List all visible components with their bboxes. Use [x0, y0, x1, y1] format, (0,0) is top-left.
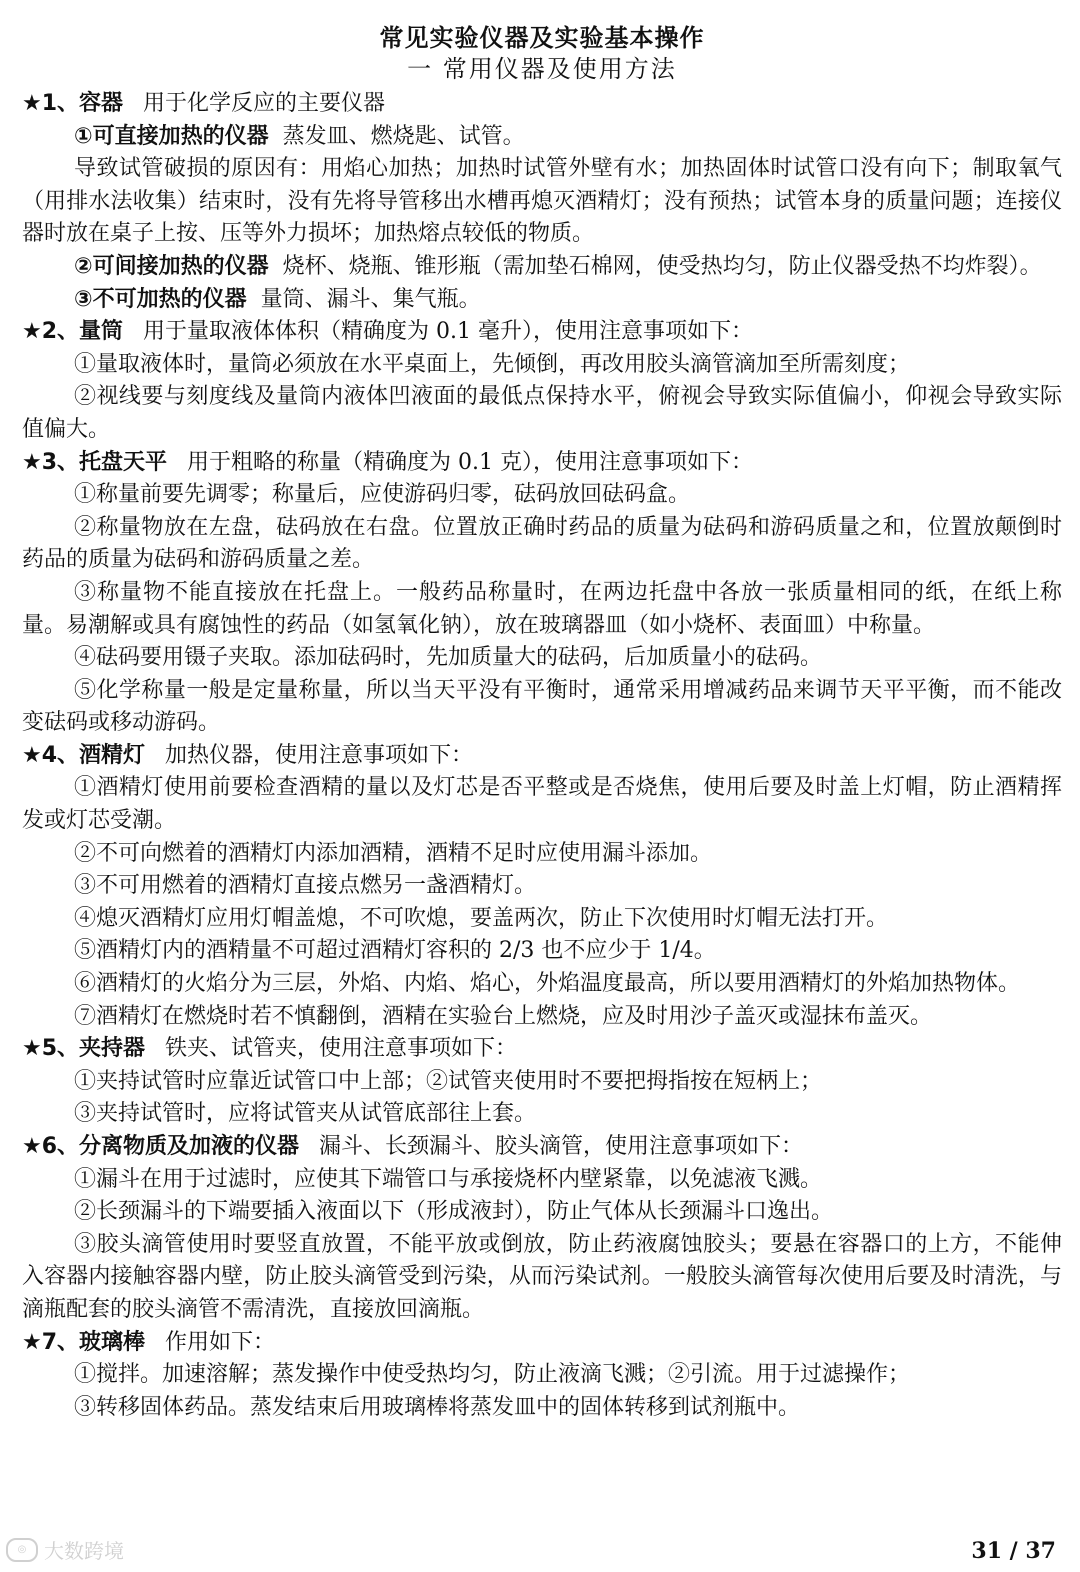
page-subtitle: 一 常用仪器及使用方法 — [407, 55, 677, 83]
paragraph — [22, 772, 1062, 837]
paragraph-text: ②视线要与刻度线及量筒内液体凹液面的最低点保持水平，俯视会导致实际值偏小，仰视会导致实际值偏大。 — [22, 384, 1062, 442]
section — [22, 1327, 1062, 1425]
section-description: 漏斗、长颈漏斗、胶头滴管，使用注意事项如下： — [319, 1134, 804, 1159]
paragraph-text: 量筒、漏斗、集气瓶。 — [260, 286, 481, 312]
paragraph-text: ④砝码要用镊子夹取。添加砝码时，先加质量大的砝码，后加质量小的砝码。 — [74, 645, 823, 671]
section-label: ★3、托盘天平 — [22, 449, 168, 475]
section-heading — [22, 88, 1062, 121]
paragraph — [22, 577, 1062, 642]
paragraph — [22, 642, 1062, 675]
paragraph-text: ①夹持试管时应靠近试管口中上部；②试管夹使用时不要把拇指按在短柄上； — [74, 1068, 823, 1094]
paragraph-text: ③称量物不能直接放在托盘上。一般药品称量时，在两边托盘中各放一张质量相同的纸，在纸上称量。易潮解或具有腐蚀性的药品（如氢氧化钠），放在玻璃器皿（如小烧杯、表面皿）中称量。 — [22, 579, 1062, 638]
paragraph-text: ③夹持试管时，应将试管夹从试管底部往上套。 — [74, 1101, 537, 1127]
watermark-text: 大数跨境 — [44, 1539, 124, 1563]
paragraph-text: 蒸发皿、燃烧匙、试管。 — [282, 123, 525, 149]
watermark — [6, 1535, 124, 1564]
paragraph-text: ⑥酒精灯的火焰分为三层，外焰、内焰、焰心，外焰温度最高，所以要用酒精灯的外焰加热物体。 — [74, 971, 1021, 997]
paragraph — [22, 1196, 1062, 1229]
paragraph-text: ⑦酒精灯在燃烧时若不慎翻倒，酒精在实验台上燃烧，应及时用沙子盖灭或湿抹布盖灭。 — [74, 1003, 933, 1029]
paragraph — [22, 479, 1062, 512]
section-description: 用于化学反应的主要仪器 — [143, 91, 386, 116]
paragraph-bold-lead: ①可直接加热的仪器 — [74, 123, 269, 149]
paragraph-text: ②长颈漏斗的下端要插入液面以下（形成液封），防止气体从长颈漏斗口逸出。 — [74, 1199, 834, 1225]
section-heading — [22, 316, 1062, 349]
paragraph-text: ⑤化学称量一般是定量称量，所以当天平没有平衡时，通常采用增减药品来调节天平平衡，而不能改变砝码或移动游码。 — [22, 677, 1062, 736]
section — [22, 1131, 1062, 1327]
paragraph — [22, 512, 1062, 577]
paragraph-text: ③转移固体药品。蒸发结束后用玻璃棒将蒸发皿中的固体转移到试剂瓶中。 — [74, 1394, 801, 1420]
section-description: 铁夹、试管夹，使用注意事项如下： — [165, 1036, 518, 1062]
paragraph — [22, 675, 1062, 740]
paragraph — [22, 251, 1062, 284]
section-label: ★6、分离物质及加液的仪器 — [22, 1134, 300, 1159]
section-label: ★2、量筒 — [22, 319, 124, 345]
paragraph — [22, 121, 1062, 154]
section — [22, 1033, 1062, 1131]
paragraph-text: ④熄灭酒精灯应用灯帽盖熄，不可吹熄，要盖两次，防止下次使用时灯帽无法打开。 — [74, 905, 889, 931]
document-page — [22, 22, 1062, 1424]
section-heading — [22, 1033, 1062, 1066]
paragraph — [22, 935, 1062, 968]
section — [22, 447, 1062, 740]
page-number: 31 / 37 — [971, 1538, 1056, 1564]
section-description: 用于量取液体体积（精确度为 0.1 毫升），使用注意事项如下： — [143, 319, 754, 345]
page-title: 常见实验仪器及实验基本操作 — [379, 24, 705, 52]
paragraph — [22, 349, 1062, 382]
section-label: ★5、夹持器 — [22, 1036, 146, 1062]
section-label: ★1、容器 — [22, 91, 124, 116]
paragraph-text: ③胶头滴管使用时要竖直放置，不能平放或倒放，防止药液腐蚀胶头；要悬在容器口的上方，不能伸入容器内接触容器内壁，防止胶头滴管受到污染，从而污染试剂。一般胶头滴管每次使用后要及时清洗，与滴瓶配套的胶头滴管不需清洗，直接放回滴瓶。 — [22, 1231, 1062, 1322]
paragraph-text: ①量取液体时，量筒必须放在水平桌面上，先倾倒，再改用胶头滴管滴加至所需刻度； — [74, 351, 911, 377]
paragraph — [22, 1392, 1062, 1425]
paragraph-text: ①酒精灯使用前要检查酒精的量以及灯芯是否平整或是否烧焦，使用后要及时盖上灯帽，防止酒精挥发或灯芯受潮。 — [22, 775, 1062, 834]
paragraph — [22, 903, 1062, 936]
paragraph — [22, 870, 1062, 903]
paragraph — [22, 153, 1062, 251]
section — [22, 88, 1062, 316]
paragraph — [22, 1229, 1062, 1327]
paragraph — [22, 968, 1062, 1001]
paragraph-text: 烧杯、烧瓶、锥形瓶（需加垫石棉网，使受热均匀，防止仪器受热不均炸裂）。 — [282, 253, 1042, 279]
watermark-logo-icon: ◎ — [6, 1538, 38, 1562]
section — [22, 316, 1062, 446]
paragraph-text: ②不可向燃着的酒精灯内添加酒精，酒精不足时应使用漏斗添加。 — [74, 840, 713, 866]
paragraph-bold-lead: ②可间接加热的仪器 — [74, 253, 269, 279]
paragraph — [22, 1066, 1062, 1099]
paragraph — [22, 1359, 1062, 1392]
section-heading — [22, 1131, 1062, 1164]
paragraph — [22, 838, 1062, 871]
paragraph-bold-lead: ③不可加热的仪器 — [74, 286, 247, 312]
section-heading — [22, 740, 1062, 773]
paragraph-text: ③不可用燃着的酒精灯直接点燃另一盏酒精灯。 — [74, 873, 537, 899]
paragraph — [22, 1164, 1062, 1197]
paragraph-text: ①搅拌。加速溶解；蒸发操作中使受热均匀，防止液滴飞溅；②引流。用于过滤操作； — [74, 1362, 911, 1388]
section-heading — [22, 1327, 1062, 1360]
paragraph — [22, 1098, 1062, 1131]
section-description: 加热仪器，使用注意事项如下： — [165, 742, 474, 768]
paragraph-text: ①称量前要先调零；称量后，应使游码归零，砝码放回砝码盒。 — [74, 482, 691, 508]
paragraph-text: ②称量物放在左盘，砝码放在右盘。位置放正确时药品的质量为砝码和游码质量之和，位置放颠倒时药品的质量为砝码和游码质量之差。 — [22, 514, 1062, 573]
paragraph-text: ⑤酒精灯内的酒精量不可超过酒精灯容积的 2/3 也不应少于 1/4。 — [74, 938, 716, 964]
paragraph — [22, 1001, 1062, 1034]
section-label: ★7、玻璃棒 — [22, 1329, 146, 1355]
paragraph-text: ①漏斗在用于过滤时，应使其下端管口与承接烧杯内壁紧靠，以免滤液飞溅。 — [74, 1166, 823, 1192]
section-label: ★4、酒精灯 — [22, 742, 146, 768]
section-description: 作用如下： — [165, 1329, 276, 1355]
sections-container — [22, 88, 1062, 1424]
section-description: 用于粗略的称量（精确度为 0.1 克），使用注意事项如下： — [187, 449, 754, 475]
section-heading — [22, 447, 1062, 480]
section — [22, 740, 1062, 1033]
paragraph — [22, 381, 1062, 446]
paragraph-text: 导致试管破损的原因有：用焰心加热；加热时试管外壁有水；加热固体时试管口没有向下；制取氧气（用排水法收集）结束时，没有先将导管移出水槽再熄灭酒精灯；没有预热；试管本身的质量问题；连接仪器时放在桌子上按、压等外力损坏；加热熔点较低的物质。 — [22, 156, 1062, 247]
paragraph — [22, 284, 1062, 317]
